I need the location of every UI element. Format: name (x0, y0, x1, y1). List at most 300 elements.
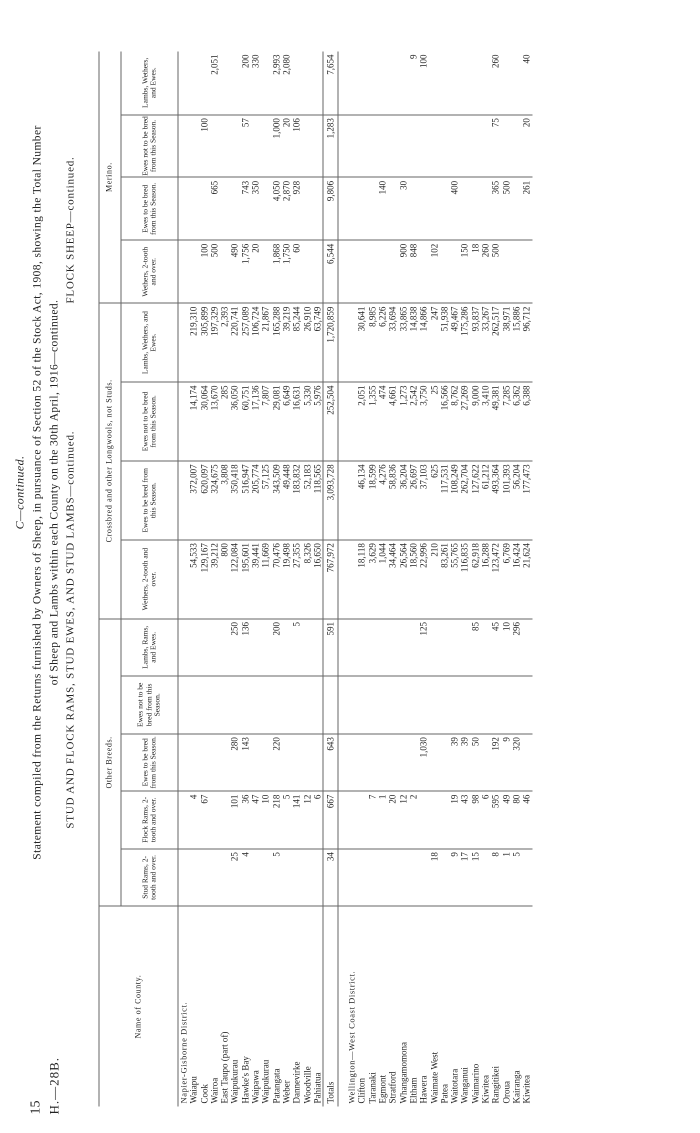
total-cell: 9,806 (323, 177, 338, 240)
total-cell: 667 (323, 791, 338, 849)
value-cell (460, 115, 470, 178)
value-cell: 183,832 (292, 461, 302, 540)
value-cell: 6,388 (522, 382, 532, 461)
table-row (251, 52, 261, 1107)
value-cell: 26,697 (408, 461, 418, 540)
value-cell: 5,976 (312, 382, 323, 461)
value-cell: 4,276 (378, 461, 388, 540)
value-cell: 8,326 (302, 540, 312, 619)
value-cell: 140 (378, 177, 388, 240)
total-cell: 6,544 (323, 240, 338, 303)
column-header: Ewes not to be bred from this Season. (121, 676, 178, 734)
table-row (408, 52, 418, 1107)
value-cell: 20 (388, 791, 398, 849)
value-cell: 85,244 (292, 303, 302, 382)
value-cell: 625 (429, 461, 439, 540)
empty-cell (338, 734, 347, 792)
total-cell: 3,093,728 (323, 461, 338, 540)
column-header: Lambs, Rams, and Ewes. (121, 619, 178, 677)
value-cell (302, 734, 312, 792)
empty-cell (178, 676, 189, 734)
value-cell (367, 619, 377, 677)
county-name: Pahiatua (312, 1072, 323, 1104)
value-cell (220, 734, 230, 792)
value-cell: 500 (501, 177, 511, 240)
value-cell (429, 676, 439, 734)
value-cell (388, 734, 398, 792)
district-heading-row (178, 52, 189, 1107)
value-cell: 43 (460, 791, 470, 849)
value-cell (450, 52, 460, 115)
value-cell: 150 (460, 240, 470, 303)
value-cell: 1,750 (281, 240, 291, 303)
table-row (481, 52, 491, 1107)
value-cell (388, 240, 398, 303)
value-cell (199, 177, 209, 240)
value-cell: 20 (522, 115, 532, 178)
value-cell (481, 52, 491, 115)
value-cell: 6,649 (281, 382, 291, 461)
value-cell: 19,498 (281, 540, 291, 619)
county-name: Stratford (387, 1071, 398, 1104)
value-cell: 324,675 (209, 461, 219, 540)
value-cell (367, 849, 377, 907)
value-cell (357, 177, 367, 240)
value-cell: 10 (261, 791, 271, 849)
value-cell (261, 619, 271, 677)
value-cell: 3,629 (367, 540, 377, 619)
value-cell (220, 849, 230, 907)
value-cell (439, 791, 449, 849)
value-cell: 516,947 (240, 461, 250, 540)
value-cell: 5,330 (302, 382, 312, 461)
value-cell (302, 676, 312, 734)
value-cell (357, 791, 367, 849)
value-cell (189, 619, 199, 677)
total-cell: 643 (323, 734, 338, 792)
value-cell: 200 (240, 52, 250, 115)
value-cell (419, 115, 429, 178)
value-cell: 1,044 (378, 540, 388, 619)
rotated-page (1, 0, 700, 1133)
value-cell: 46 (522, 791, 532, 849)
value-cell: 1,000 (271, 115, 281, 178)
value-cell: 118,565 (312, 461, 323, 540)
empty-cell (178, 115, 189, 178)
table-row (439, 52, 449, 1107)
value-cell: 6,362 (511, 382, 521, 461)
value-cell: 1,756 (240, 240, 250, 303)
value-cell (302, 177, 312, 240)
merino-header: Merino. (99, 52, 121, 304)
value-cell (281, 849, 291, 907)
value-cell (470, 676, 480, 734)
value-cell (481, 619, 491, 677)
county-name: Waipukurau (229, 1059, 240, 1104)
value-cell: 5 (292, 619, 302, 677)
value-cell: 33,694 (388, 303, 398, 382)
value-cell: 46,134 (357, 461, 367, 540)
subtitle-right: FLOCK SHEEP—continued. (64, 156, 77, 304)
value-cell: 900 (398, 240, 408, 303)
value-cell: 4,661 (388, 382, 398, 461)
value-cell: 192 (491, 734, 501, 792)
value-cell (388, 115, 398, 178)
value-cell: 257,089 (240, 303, 250, 382)
value-cell: 250 (230, 619, 240, 677)
totals-row (323, 52, 338, 1107)
value-cell (312, 115, 323, 178)
value-cell (312, 619, 323, 677)
value-cell: 33,865 (398, 303, 408, 382)
value-cell: 108,249 (450, 461, 460, 540)
value-cell: 36,050 (230, 382, 240, 461)
county-name: Cook (199, 1083, 210, 1104)
empty-cell (338, 382, 347, 461)
value-cell: 25 (230, 849, 240, 907)
value-cell: 60,751 (240, 382, 250, 461)
value-cell (522, 240, 532, 303)
value-cell (240, 676, 250, 734)
value-cell (312, 676, 323, 734)
value-cell (281, 676, 291, 734)
value-cell (251, 115, 261, 178)
value-cell (312, 734, 323, 792)
county-name: Clifton (356, 1077, 367, 1104)
value-cell: 36 (240, 791, 250, 849)
county-name: Waimarino (470, 1063, 481, 1104)
value-cell: 474 (378, 382, 388, 461)
value-cell: 2,870 (281, 177, 291, 240)
value-cell: 165,288 (271, 303, 281, 382)
empty-cell (338, 177, 347, 240)
empty-cell (338, 115, 347, 178)
table-row (357, 52, 367, 1107)
county-name: Dannevirke (291, 1061, 302, 1104)
value-cell: 210 (429, 540, 439, 619)
value-cell: 1 (378, 791, 388, 849)
value-cell: 18,599 (367, 461, 377, 540)
column-header: Ewes not to be bred from this Season. (121, 115, 178, 178)
value-cell: 62,918 (470, 540, 480, 619)
value-cell (522, 849, 532, 907)
value-cell (439, 240, 449, 303)
table-row (398, 52, 408, 1107)
value-cell: 16,424 (511, 540, 521, 619)
value-cell: 39,441 (251, 540, 261, 619)
total-cell: 1,283 (323, 115, 338, 178)
empty-cell (338, 619, 347, 677)
value-cell: 400 (450, 177, 460, 240)
value-cell: 372,007 (189, 461, 199, 540)
value-cell: 350,418 (230, 461, 240, 540)
district-name: Napier-Gisborne District. (178, 1001, 189, 1104)
value-cell (357, 115, 367, 178)
column-header: Stud Rams, 2-tooth and over. (121, 849, 178, 907)
county-name: Kiwitea (480, 1075, 491, 1104)
value-cell: 26,910 (302, 303, 312, 382)
value-cell: 1,868 (271, 240, 281, 303)
page-number: 15 (28, 1100, 44, 1115)
value-cell (209, 619, 219, 677)
table-row (240, 52, 250, 1107)
value-cell: 490 (230, 240, 240, 303)
value-cell: 4,050 (271, 177, 281, 240)
value-cell: 143 (240, 734, 250, 792)
table-row (429, 52, 439, 1107)
value-cell: 2,051 (357, 382, 367, 461)
value-cell: 100 (199, 115, 209, 178)
value-cell (199, 52, 209, 115)
value-cell: 100 (419, 52, 429, 115)
value-cell (408, 115, 418, 178)
value-cell (511, 52, 521, 115)
empty-cell (347, 676, 357, 734)
value-cell: 25 (429, 382, 439, 461)
value-cell (199, 676, 209, 734)
value-cell: 9 (450, 849, 460, 907)
empty-cell (347, 461, 357, 540)
value-cell (439, 177, 449, 240)
value-cell (429, 177, 439, 240)
value-cell: 2 (408, 791, 418, 849)
value-cell (357, 734, 367, 792)
value-cell: 57 (240, 115, 250, 178)
value-cell: 14,838 (408, 303, 418, 382)
empty-cell (347, 240, 357, 303)
value-cell: 38,971 (501, 303, 511, 382)
value-cell (511, 240, 521, 303)
value-cell (439, 676, 449, 734)
county-name-header: Name of County. (99, 906, 178, 1106)
value-cell (511, 115, 521, 178)
value-cell: 129,167 (199, 540, 209, 619)
value-cell: 11,669 (261, 540, 271, 619)
value-cell: 106,724 (251, 303, 261, 382)
value-cell (429, 619, 439, 677)
value-cell (398, 115, 408, 178)
value-cell: 37,103 (419, 461, 429, 540)
value-cell (357, 52, 367, 115)
value-cell: 9,000 (470, 382, 480, 461)
value-cell (398, 849, 408, 907)
value-cell: 620,097 (199, 461, 209, 540)
empty-cell (338, 540, 347, 619)
value-cell (408, 849, 418, 907)
value-cell: 800 (220, 540, 230, 619)
value-cell: 16,288 (481, 540, 491, 619)
value-cell (189, 115, 199, 178)
county-name: Rangitikei (490, 1066, 501, 1104)
spacer-row (338, 52, 347, 1107)
value-cell (312, 240, 323, 303)
value-cell (388, 52, 398, 115)
table-row (271, 52, 281, 1107)
value-cell: 67 (199, 791, 209, 849)
total-cell (323, 676, 338, 734)
column-header: Ewes to be bred from this Season. (121, 734, 178, 792)
table-row (470, 52, 480, 1107)
value-cell: 3,808 (220, 461, 230, 540)
value-cell: 39,212 (209, 540, 219, 619)
value-cell (292, 849, 302, 907)
value-cell (470, 177, 480, 240)
value-cell (220, 115, 230, 178)
totals-label: Totals (323, 906, 338, 1106)
value-cell: 205,774 (251, 461, 261, 540)
value-cell (439, 115, 449, 178)
value-cell (378, 676, 388, 734)
value-cell: 285 (220, 382, 230, 461)
empty-cell (347, 177, 357, 240)
empty-cell (178, 734, 189, 792)
value-cell (378, 849, 388, 907)
county-name: East Taupo (part of) (219, 1031, 230, 1104)
county-name: Waimate West (429, 1051, 440, 1104)
continued-label: C—continued. (12, 455, 27, 530)
value-cell: 98 (470, 791, 480, 849)
value-cell: 3,410 (481, 382, 491, 461)
value-cell: 665 (209, 177, 219, 240)
value-cell (189, 676, 199, 734)
value-cell: 20 (281, 115, 291, 178)
empty-cell (347, 382, 357, 461)
empty-cell (338, 906, 347, 1106)
empty-cell (338, 52, 347, 115)
value-cell: 20 (251, 240, 261, 303)
value-cell (312, 177, 323, 240)
empty-cell (178, 619, 189, 677)
value-cell (439, 619, 449, 677)
value-cell (261, 849, 271, 907)
value-cell (398, 52, 408, 115)
value-cell: 14,866 (419, 303, 429, 382)
value-cell: 101,393 (501, 461, 511, 540)
value-cell (367, 52, 377, 115)
empty-cell (338, 240, 347, 303)
value-cell (292, 734, 302, 792)
empty-cell (178, 849, 189, 907)
value-cell: 928 (292, 177, 302, 240)
county-name: Hawke's Bay (240, 1056, 251, 1104)
value-cell: 1,273 (398, 382, 408, 461)
value-cell: 13,670 (209, 382, 219, 461)
value-cell (199, 849, 209, 907)
county-name: Waiapu (188, 1076, 199, 1104)
value-cell (450, 676, 460, 734)
county-name: Patangata (271, 1068, 282, 1104)
value-cell: 18 (470, 240, 480, 303)
value-cell (378, 734, 388, 792)
value-cell: 70,476 (271, 540, 281, 619)
other-breeds-header: Other Breeds. (99, 619, 121, 907)
value-cell: 350 (251, 177, 261, 240)
value-cell: 18 (429, 849, 439, 907)
value-cell (220, 619, 230, 677)
value-cell: 595 (491, 791, 501, 849)
value-cell: 8,985 (367, 303, 377, 382)
empty-cell (178, 382, 189, 461)
value-cell (481, 115, 491, 178)
value-cell (491, 676, 501, 734)
value-cell (302, 52, 312, 115)
value-cell: 60 (292, 240, 302, 303)
value-cell: 219,310 (189, 303, 199, 382)
value-cell: 18,118 (357, 540, 367, 619)
column-header: Lambs, Wethers, and Ewes. (121, 52, 178, 115)
document-reference: H.—28B. (46, 1056, 62, 1115)
value-cell (220, 676, 230, 734)
county-name: Eltham (408, 1077, 419, 1104)
value-cell: 21,867 (261, 303, 271, 382)
value-cell: 220 (271, 734, 281, 792)
value-cell: 57,125 (261, 461, 271, 540)
value-cell: 96,712 (522, 303, 532, 382)
section-subtitle (65, 0, 77, 993)
value-cell: 27,269 (460, 382, 470, 461)
value-cell (481, 849, 491, 907)
empty-cell (178, 177, 189, 240)
value-cell (501, 240, 511, 303)
value-cell (367, 734, 377, 792)
value-cell: 50 (470, 734, 480, 792)
value-cell (378, 240, 388, 303)
value-cell: 61,212 (481, 461, 491, 540)
table-row (367, 52, 377, 1107)
table-row (501, 52, 511, 1107)
table-row (209, 52, 219, 1107)
value-cell (261, 734, 271, 792)
value-cell: 8,762 (450, 382, 460, 461)
table-row (491, 52, 501, 1107)
total-cell: 1,720,859 (323, 303, 338, 382)
value-cell (429, 115, 439, 178)
statement-title (11, 0, 65, 993)
value-cell (189, 849, 199, 907)
value-cell: 123,472 (491, 540, 501, 619)
value-cell (522, 619, 532, 677)
value-cell (230, 52, 240, 115)
value-cell (460, 52, 470, 115)
value-cell: 343,509 (271, 461, 281, 540)
value-cell (439, 52, 449, 115)
value-cell (450, 240, 460, 303)
county-name: Waipawa (250, 1070, 261, 1104)
value-cell (281, 734, 291, 792)
value-cell (429, 791, 439, 849)
value-cell: 7 (367, 791, 377, 849)
empty-cell (347, 303, 357, 382)
value-cell (230, 676, 240, 734)
county-name: Kairanga (511, 1070, 522, 1104)
value-cell: 6,769 (501, 540, 511, 619)
value-cell: 7,807 (261, 382, 271, 461)
value-cell (388, 849, 398, 907)
value-cell: 220,741 (230, 303, 240, 382)
county-name: Hawera (418, 1075, 429, 1104)
value-cell: 5 (281, 791, 291, 849)
value-cell (501, 115, 511, 178)
empty-cell (178, 791, 189, 849)
table-row (302, 52, 312, 1107)
value-cell (292, 676, 302, 734)
total-cell: 767,972 (323, 540, 338, 619)
empty-cell (338, 791, 347, 849)
value-cell: 33,267 (481, 303, 491, 382)
total-cell: 7,654 (323, 52, 338, 115)
value-cell (209, 791, 219, 849)
value-cell: 7,285 (501, 382, 511, 461)
